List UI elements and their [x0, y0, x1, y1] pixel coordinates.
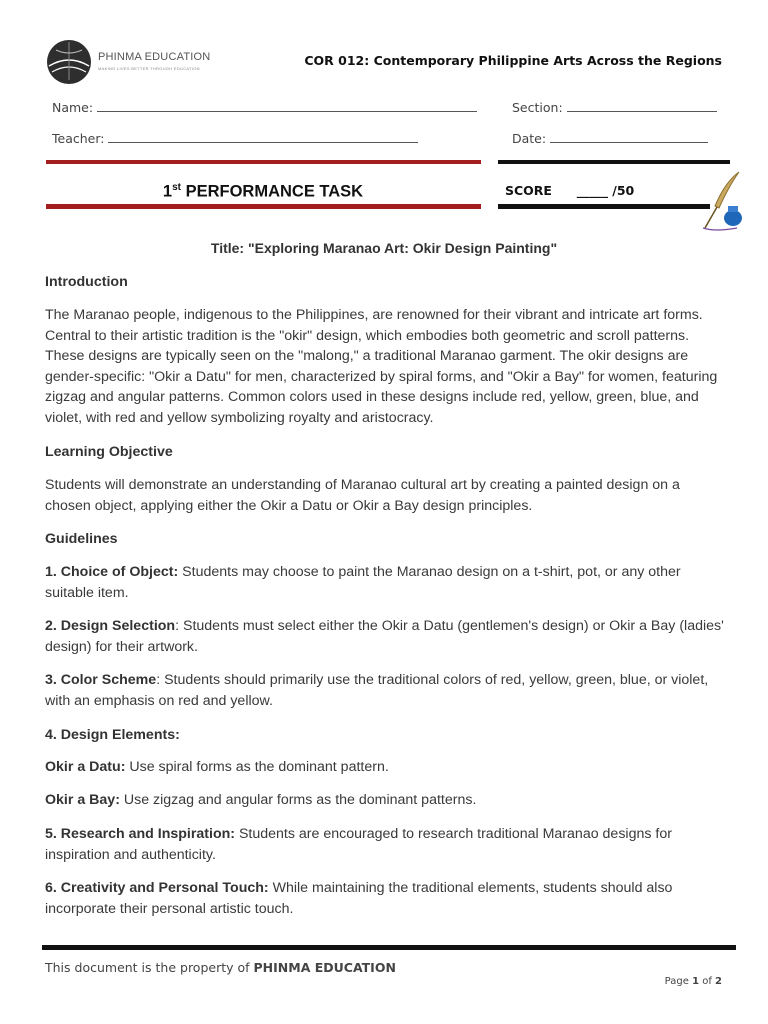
- footer-property-text: This document is the property of: [45, 960, 254, 975]
- teacher-field[interactable]: [52, 130, 418, 146]
- teacher-label: Teacher:: [52, 131, 105, 146]
- bottom-red-rule: [46, 204, 481, 209]
- top-black-rule: [498, 160, 730, 164]
- guideline-1: [45, 562, 725, 603]
- objective-paragraph: Students will demonstrate an understanding of Maranao cultural art by creating a painted design on a chosen object, applying either the Okir a Datu or Okir a Bay design principles.: [45, 477, 680, 514]
- task-title-text: PERFORMANCE TASK: [180, 182, 364, 201]
- logo-name: PHINMA EDUCATION: [98, 51, 211, 63]
- guideline-1-label: 1. Choice of Object:: [45, 564, 179, 580]
- page-current: 1: [692, 976, 700, 987]
- okir-a-datu: [45, 757, 725, 778]
- guideline-2-label: 2. Design Selection: [45, 618, 176, 634]
- intro-heading: Introduction: [45, 274, 128, 290]
- score-blank[interactable]: _____: [576, 183, 608, 198]
- intro-paragraph: The Maranao people, indigenous to the Philippines, are renowned for their vibrant and intricate art forms. Central to their artistic tradition is the "okir" design, which embodies both geometric and scroll patterns. These designs are typically seen on the "malong," a traditional Maranao garment. The okir designs are gender-specific: "Okir a Datu" for men, characterized by spiral forms, and "Okir a Bay" for women, featuring zigzag and angular patterns. Common colors used in these designs include red, yellow, green, blue, and violet, with red and yellow symbolizing royalty and aristocracy.: [45, 307, 718, 426]
- name-label: Name:: [52, 100, 94, 115]
- guideline-2: [45, 616, 725, 657]
- phinma-emblem-icon: [46, 36, 92, 88]
- teacher-line[interactable]: [108, 130, 418, 143]
- guideline-6-label: 6. Creativity and Personal Touch:: [45, 880, 269, 896]
- guideline-5-text: Students are encouraged to research traditional Maranao designs for inspiration and authenticity.: [45, 826, 672, 863]
- score-total: /50: [612, 183, 635, 198]
- guideline-6: [45, 878, 725, 919]
- page-number: [665, 976, 722, 987]
- footer-property: [45, 960, 396, 975]
- okir-a-bay-text: Use zigzag and angular forms as the dominant patterns.: [119, 792, 477, 808]
- performance-task-title: [46, 182, 480, 202]
- footer-owner: PHINMA EDUCATION: [253, 960, 396, 975]
- okir-a-datu-label: Okir a Datu:: [45, 759, 126, 775]
- top-red-rule: [46, 160, 481, 164]
- quill-inkwell-icon: [695, 170, 745, 232]
- name-line[interactable]: [97, 99, 477, 112]
- task-ordinal-suffix: st: [172, 182, 181, 193]
- page-of: of: [699, 976, 716, 987]
- name-field[interactable]: [52, 99, 477, 115]
- guideline-6-text: While maintaining the traditional elements, students should also incorporate their personal artistic touch.: [45, 880, 673, 917]
- page-total: 2: [715, 976, 722, 987]
- document-title: Title: "Exploring Maranao Art: Okir Design Painting": [210, 240, 558, 256]
- guideline-3: [45, 670, 725, 711]
- guideline-4: 4. Design Elements:: [45, 727, 180, 743]
- guidelines-heading: Guidelines: [45, 531, 118, 547]
- guideline-2-text: : Students must select either the Okir a Datu (gentlemen's design) or Okir a Bay (ladies' design) for their artwork.: [45, 618, 724, 655]
- guideline-5-label: 5. Research and Inspiration:: [45, 826, 236, 842]
- logo-tagline: MAKING LIVES BETTER THROUGH EDUCATION: [98, 66, 200, 71]
- okir-a-bay-label: Okir a Bay:: [45, 792, 120, 808]
- phinma-logo: [46, 36, 216, 88]
- footer-rule: [42, 945, 736, 950]
- section-label: Section:: [512, 100, 563, 115]
- date-field[interactable]: [512, 130, 708, 146]
- okir-a-datu-text: Use spiral forms as the dominant pattern.: [125, 759, 389, 775]
- page-label: Page: [664, 976, 693, 987]
- task-ordinal: 1: [162, 182, 173, 201]
- score-label: SCORE: [505, 183, 552, 198]
- guideline-3-label: 3. Color Scheme: [45, 672, 157, 688]
- guideline-1-text: Students may choose to paint the Maranao design on a t-shirt, pot, or any other suitable item.: [45, 564, 681, 601]
- date-label: Date:: [512, 131, 547, 146]
- date-line[interactable]: [550, 130, 708, 143]
- course-title: COR 012: Contemporary Philippine Arts Across the Regions: [304, 53, 722, 68]
- guideline-5: [45, 824, 725, 865]
- objective-heading: Learning Objective: [45, 444, 173, 460]
- score-box: [505, 183, 634, 198]
- section-line[interactable]: [567, 99, 717, 112]
- bottom-black-rule: [498, 204, 710, 209]
- okir-a-bay: [45, 790, 725, 811]
- section-field[interactable]: [512, 99, 717, 115]
- guideline-3-text: : Students should primarily use the traditional colors of red, yellow, green, blue, or violet, with an emphasis on red and yellow.: [45, 672, 709, 709]
